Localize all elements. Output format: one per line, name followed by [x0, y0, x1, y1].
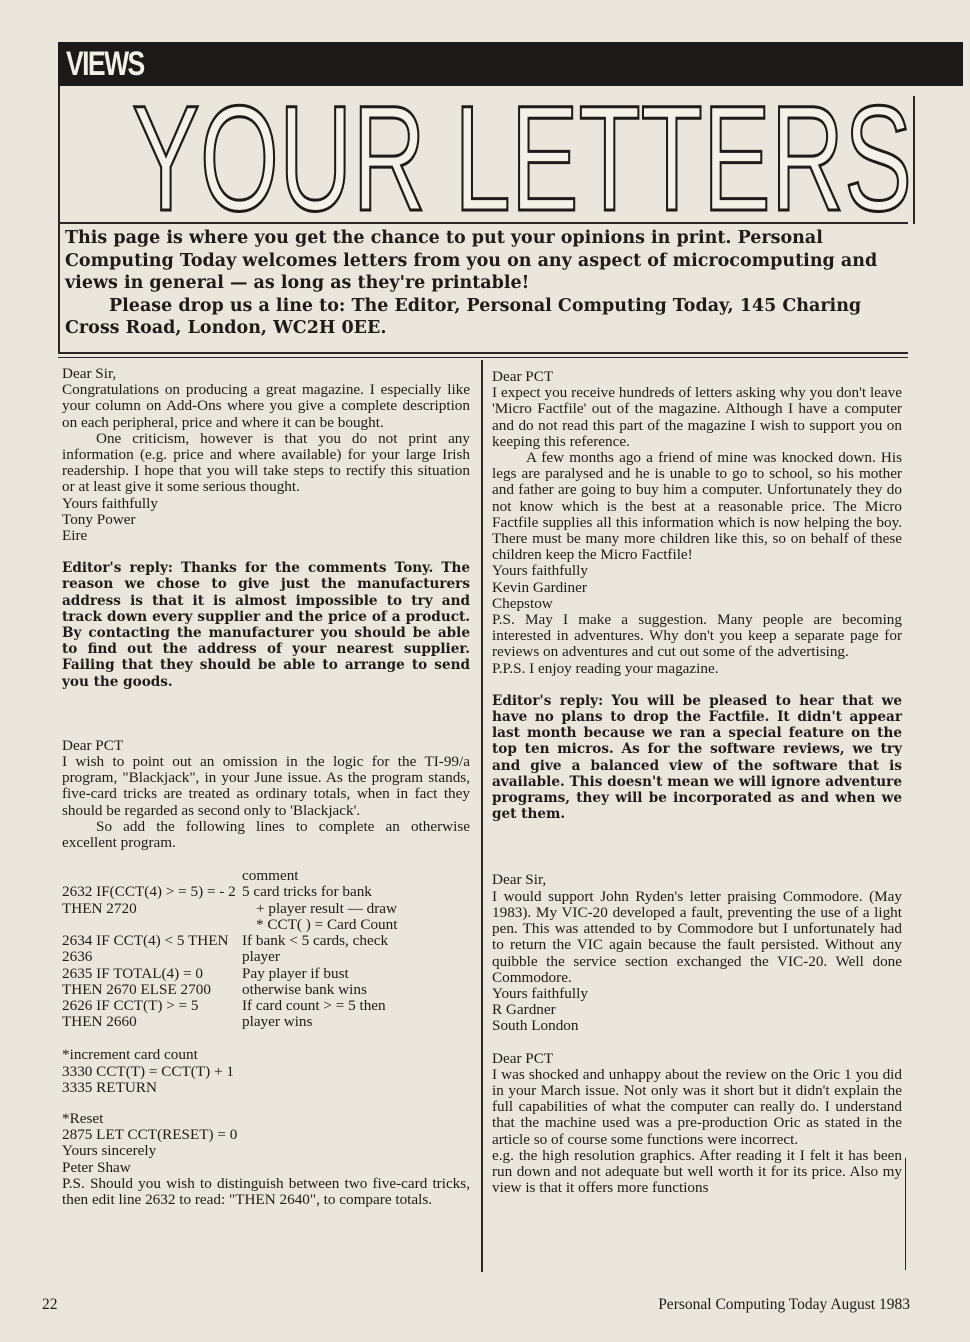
code-line: 2626 IF CCT(T) > = 5: [62, 996, 199, 1014]
intro-address: Please drop us a line to: The Editor, Personal Computing Today, 145 Charing Cross Road, London, WC2H 0EE.: [65, 295, 862, 338]
code-line: THEN 2660: [62, 1013, 137, 1031]
letter-paragraph: A few months ago a friend of mine was knocked down. His legs are paralysed and he is unable to go to school, so his mother and father are going to buy him a computer. Unfortunately they do not know which is the best at a reasonable price. The Micro Factfile supplies all this information which is now helping the boy. There must be many more children like this, so on behalf of these children keep the Micro Factfile!: [492, 449, 902, 564]
section-banner: [58, 42, 963, 86]
code-row: [62, 868, 470, 884]
letter-kevin-gardiner: [492, 369, 902, 822]
letter-author: Peter Shaw: [62, 1158, 131, 1176]
column-divider: [481, 360, 483, 1272]
letter-paragraph: e.g. the high resolution graphics. After reading it I felt it has been run down and not adequate but well worth it for its price. Also my view is that it offers more functions: [492, 1146, 902, 1197]
intro-block: [65, 227, 905, 340]
code-comment: If bank < 5 cards, check: [242, 932, 389, 950]
letter-paragraph: One criticism, however is that you do not print any information (e.g. price and where available) for your large Irish readership. I hope that you will take steps to rectify this situation or at least give it some serious thought.: [62, 429, 470, 496]
code-comment: + player result — draw: [256, 899, 397, 917]
code-row: [62, 982, 470, 998]
letter-signoff: Yours faithfully: [62, 494, 158, 512]
letter-salutation: Dear Sir,: [492, 871, 547, 889]
code-row: [62, 966, 470, 982]
code-line: THEN 2720: [62, 899, 137, 917]
code-row: [62, 917, 470, 933]
code-line: 2636: [62, 948, 93, 966]
magazine-footer: Personal Computing Today August 1983: [658, 1296, 910, 1313]
right-edge-rule: [905, 1158, 906, 1270]
code-row: [62, 901, 470, 917]
code-row: [62, 1014, 470, 1030]
editor-reply: Editor's reply: Thanks for the comments Tony. The reason we chose to give just the manufacturers address is that it is almost impossible to try and track down every supplier and the price of a product. By contacting the manufacturer you should be able to find out the address of your nearest supplier. Failing that they should be able to arrange to send you the goods.: [62, 560, 470, 690]
code-line: THEN 2670 ELSE 2700: [62, 980, 211, 998]
intro-text: This page is where you get the chance to put your opinions in print. Personal Computing Today welcomes letters from you on any aspect of microcomputing and views in general — as long as they're printable!: [65, 228, 878, 293]
letter-location: Chepstow: [492, 594, 553, 612]
title-divider: [58, 222, 908, 224]
code-line: [62, 917, 242, 933]
letter-location: Eire: [62, 527, 88, 545]
code-line: 2635 IF TOTAL(4) = 0: [62, 964, 203, 982]
code-row: [62, 998, 470, 1014]
letter-salutation: Dear PCT: [62, 736, 124, 754]
letter-location: South London: [492, 1017, 579, 1035]
code-row: [62, 884, 470, 900]
letter-paragraph: I wish to point out an omission in the logic for the TI-99/a program, "Blackjack", in your June issue. As the program stands, five-card tricks are treated as ordinary totals, when in fact they should be regarded as second only to 'Blackjack'.: [62, 753, 470, 819]
letter-postscript: P.P.S. I enjoy reading your magazine.: [492, 659, 719, 677]
letter-signoff: Yours faithfully: [492, 562, 588, 580]
letter-signoff: Yours faithfully: [492, 984, 588, 1002]
letter-salutation: Dear PCT: [492, 368, 554, 385]
code-comment: If card count > = 5 then: [242, 996, 386, 1014]
letter-signoff: Yours sincerely: [62, 1142, 157, 1160]
letter-paragraph: I would support John Ryden's letter praising Commodore. (May 1983). My VIC-20 developed a fault, preventing the use of a light pen. This was attended to by Commodore but I unfortunately had to return the VIC again because the fault persisted. Without any quibble the service section exchanged the VIC-20. Well done Commodore.: [492, 887, 902, 986]
code-listing: [62, 868, 470, 1030]
code-comment: player: [242, 948, 280, 966]
code-comment: * CCT( ) = Card Count: [256, 915, 398, 933]
right-column: [492, 369, 902, 1196]
letter-paragraph: I was shocked and unhappy about the review on the Oric 1 you did in your March issue. Not only was it short but it didn't explain the full capabilities of what the computer can really do. I understand that the machine used was a pre-production Oric as stated in the article so of course some functions were incorrect.: [492, 1065, 902, 1148]
code-line: 2634 IF CCT(4) < 5 THEN: [62, 932, 229, 950]
frame-rule-left: [58, 86, 60, 352]
letter-paragraph: Congratulations on producing a great magazine. I especially like your column on Add-Ons where you give a complete description on each peripheral, price and where it can be bought.: [62, 381, 470, 431]
letter-oric-review: [492, 1051, 902, 1197]
page-title-text: YOUR LETTERS: [132, 94, 912, 220]
code-line: 3335 RETURN: [62, 1078, 157, 1096]
left-column: [62, 366, 470, 1208]
letter-paragraph: I expect you receive hundreds of letters asking why you don't leave 'Micro Factfile' out of the magazine. Although I have a computer and do not read this part of the magazine I wish to support you on keeping this reference.: [492, 384, 902, 450]
letter-peter-shaw: [62, 738, 470, 1208]
frame-rule-right: [913, 96, 915, 224]
code-comment: otherwise bank wins: [242, 980, 367, 998]
letter-tony-power: [62, 366, 470, 690]
letter-author: Tony Power: [62, 510, 136, 528]
page-title: [132, 94, 912, 220]
letter-author: R Gardner: [492, 1001, 556, 1019]
letter-paragraph: So add the following lines to complete an otherwise excellent program.: [62, 817, 470, 852]
letter-postscript: P.S. Should you wish to distinguish between two five-card tricks, then edit line 2632 to read: "THEN 2640", to compare totals.: [62, 1174, 470, 1208]
code-comment: 5 card tricks for bank: [242, 883, 372, 901]
letter-r-gardner: [492, 872, 902, 1034]
editor-reply: Editor's reply: You will be pleased to hear that we have no plans to drop the Factfile. It didn't appear last month because we ran a special feature on the top ten micros. As for the software reviews, we try and give a balanced view of the software that is available. This doesn't mean we will ignore adventure programs, they will be incorporated as and when we get them.: [492, 692, 902, 823]
letter-author: Kevin Gardiner: [492, 578, 587, 596]
letter-salutation: Dear Sir,: [62, 365, 117, 382]
code-line: [62, 868, 242, 884]
intro-divider: [58, 352, 908, 354]
letter-salutation: Dear PCT: [492, 1049, 554, 1067]
code-comment: comment: [242, 867, 299, 885]
section-label: VIEWS: [66, 45, 144, 83]
code-comment-label: *Reset: [62, 1109, 104, 1127]
code-comment-label: *increment card count: [62, 1046, 198, 1064]
page-number: 22: [42, 1296, 58, 1313]
letter-postscript: P.S. May I make a suggestion. Many people are becoming interested in adventures. Why don't you keep a separate page for reviews on adventures and cut out some of the advertising.: [492, 611, 902, 661]
code-row: [62, 949, 470, 965]
code-line: 2632 IF(CCT(4) > = 5) = - 2: [62, 883, 236, 901]
code-comment: Pay player if bust: [242, 964, 349, 982]
code-line: 3330 CCT(T) = CCT(T) + 1: [62, 1062, 234, 1080]
code-comment: player wins: [242, 1013, 313, 1031]
code-row: [62, 933, 470, 949]
code-line: 2875 LET CCT(RESET) = 0: [62, 1126, 238, 1144]
intro-divider-thin: [58, 357, 908, 358]
